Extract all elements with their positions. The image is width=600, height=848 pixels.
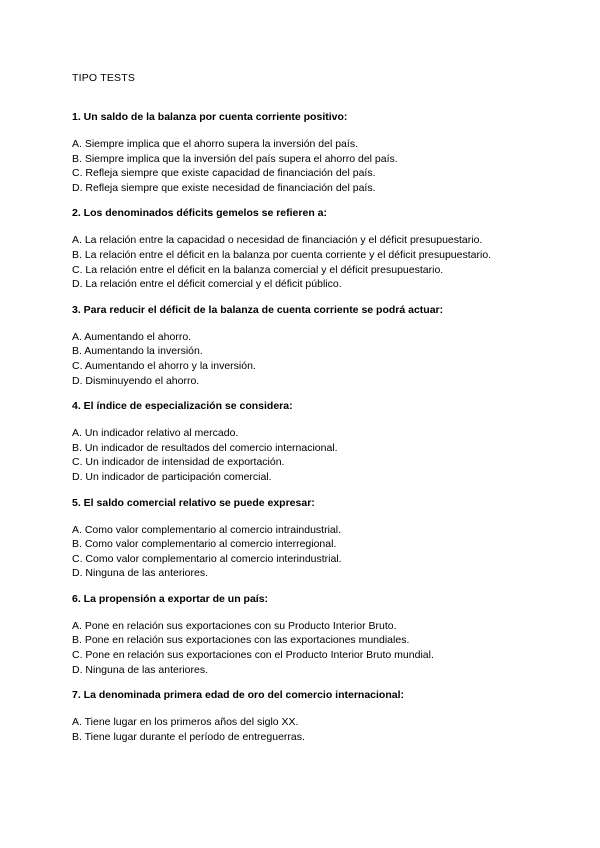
question-title: 7. La denominada primera edad de oro del comercio internacional:: [72, 689, 405, 702]
question-title: 3. Para reducir el déficit de la balanza de cuenta corriente se podrá actuar:: [72, 303, 444, 316]
question-4: [72, 400, 542, 484]
answer-option: C. Como valor complementario al comercio interindustrial.: [72, 552, 342, 565]
answer-option: A. Aumentando el ahorro.: [72, 330, 192, 343]
answer-options: [72, 137, 542, 195]
answer-option: C. Refleja siempre que existe capacidad de financiación del país.: [72, 167, 376, 180]
answer-option: B. Como valor complementario al comercio interregional.: [72, 538, 337, 551]
answer-option: B. Un indicador de resultados del comercio internacional.: [72, 441, 338, 454]
answer-option: C. Pone en relación sus exportaciones con el Producto Interior Bruto mundial.: [72, 649, 434, 662]
answer-option: A. Pone en relación sus exportaciones con su Producto Interior Bruto.: [72, 619, 397, 632]
question-2: [72, 207, 542, 291]
answer-option: D. Ninguna de las anteriores.: [72, 567, 208, 580]
answer-option: B. Pone en relación sus exportaciones con las exportaciones mundiales.: [72, 634, 410, 647]
answer-option: B. Aumentando la inversión.: [72, 345, 203, 358]
answer-option: A. Como valor complementario al comercio intraindustrial.: [72, 523, 342, 536]
question-title: 2. Los denominados déficits gemelos se refieren a:: [72, 207, 327, 220]
question-7: [72, 689, 542, 744]
answer-options: [72, 715, 542, 744]
answer-option: D. Un indicador de participación comercial.: [72, 470, 272, 483]
answer-option: C. Aumentando el ahorro y la inversión.: [72, 359, 256, 372]
question-3: [72, 304, 542, 388]
answer-option: B. La relación entre el déficit en la balanza por cuenta corriente y el déficit presupuestario.: [72, 248, 492, 261]
document-page: [72, 72, 542, 756]
answer-option: C. La relación entre el déficit en la balanza comercial y el déficit presupuestario.: [72, 263, 444, 276]
answer-options: [72, 426, 542, 484]
answer-options: [72, 523, 542, 581]
question-1: [72, 111, 542, 195]
answer-option: B. Siempre implica que la inversión del país supera el ahorro del país.: [72, 152, 398, 165]
question-title: 6. La propensión a exportar de un país:: [72, 592, 269, 605]
question-list: [72, 111, 542, 744]
question-title: 4. El índice de especialización se considera:: [72, 400, 293, 413]
answer-option: D. La relación entre el déficit comercial y el déficit público.: [72, 278, 342, 291]
answer-options: [72, 233, 542, 291]
question-5: [72, 497, 542, 581]
answer-option: A. La relación entre la capacidad o necesidad de financiación y el déficit presupuestario.: [72, 234, 483, 247]
answer-option: B. Tiene lugar durante el período de entreguerras.: [72, 730, 305, 743]
question-6: [72, 593, 542, 677]
answer-option: A. Siempre implica que el ahorro supera la inversión del país.: [72, 138, 358, 150]
answer-options: [72, 619, 542, 677]
answer-option: D. Ninguna de las anteriores.: [72, 663, 208, 676]
question-title: 1. Un saldo de la balanza por cuenta corriente positivo:: [72, 111, 348, 123]
answer-option: A. Tiene lugar en los primeros años del siglo XX.: [72, 716, 299, 729]
answer-options: [72, 330, 542, 388]
answer-option: D. Refleja siempre que existe necesidad de financiación del país.: [72, 181, 376, 194]
answer-option: A. Un indicador relativo al mercado.: [72, 427, 239, 440]
answer-option: C. Un indicador de intensidad de exportación.: [72, 456, 285, 469]
answer-option: D. Disminuyendo el ahorro.: [72, 374, 200, 387]
question-title: 5. El saldo comercial relativo se puede expresar:: [72, 496, 315, 509]
document-title: TIPO TESTS: [72, 72, 136, 84]
